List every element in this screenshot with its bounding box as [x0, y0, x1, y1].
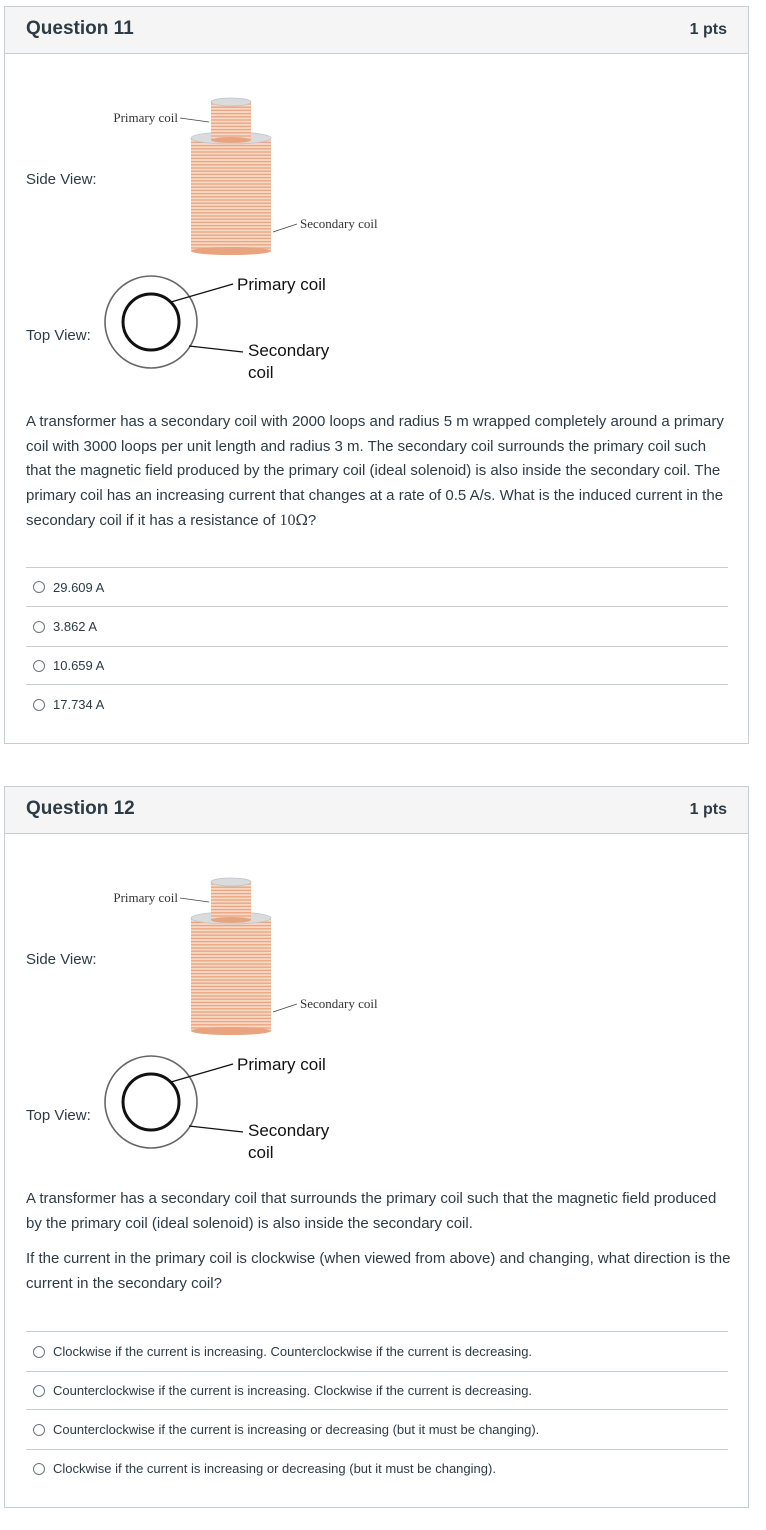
- answer-option[interactable]: [26, 1409, 728, 1449]
- answer-label: 29.609 A: [53, 579, 105, 595]
- top-view-label: Top View:: [26, 1107, 91, 1124]
- question-header: [5, 787, 748, 834]
- side-view-label: Side View:: [26, 951, 97, 968]
- answer-option[interactable]: [26, 646, 728, 684]
- top-primary-label: Primary coil: [237, 275, 326, 294]
- answer-label: Counterclockwise if the current is increasing. Clockwise if the current is decreasing.: [53, 1383, 533, 1398]
- side-view-label: Side View:: [26, 171, 97, 188]
- question-header: [5, 7, 748, 54]
- answer-option[interactable]: [26, 1449, 728, 1487]
- question-text-paragraph-1: A transformer has a secondary coil that surrounds the primary coil such that the magnetic field produced by the primary coil (ideal solenoid) is also inside the secondary coil.: [26, 1190, 717, 1232]
- resistance-unit: Ω: [295, 511, 308, 529]
- primary-coil-body: [211, 882, 251, 920]
- side-primary-label: Primary coil: [113, 110, 178, 125]
- primary-coil-body: [211, 102, 251, 140]
- answer-label: Counterclockwise if the current is increasing or decreasing (but it must be changing).: [53, 1422, 540, 1437]
- answer-option[interactable]: [26, 606, 728, 646]
- answer-option[interactable]: [26, 1331, 728, 1371]
- side-secondary-label: Secondary coil: [300, 216, 378, 231]
- radio-unselected-icon[interactable]: [33, 1385, 45, 1397]
- primary-coil-ring: [123, 294, 179, 350]
- radio-unselected-icon[interactable]: [33, 1346, 45, 1358]
- radio-unselected-icon[interactable]: [33, 699, 45, 711]
- answer-option[interactable]: [26, 684, 728, 724]
- question-card-12: [4, 786, 749, 1508]
- top-secondary-label-2: coil: [248, 1143, 274, 1162]
- question-points: 1 pts: [689, 801, 727, 818]
- question-mark: ?: [307, 512, 317, 529]
- top-primary-label: Primary coil: [237, 1055, 326, 1074]
- primary-coil-top: [211, 98, 251, 106]
- primary-coil-ring: [123, 1074, 179, 1130]
- radio-unselected-icon[interactable]: [33, 1463, 45, 1475]
- question-title: Question 12: [26, 798, 135, 819]
- radio-unselected-icon[interactable]: [33, 581, 45, 593]
- question-text-paragraph-2: If the current in the primary coil is clockwise (when viewed from above) and changing, what direction is the current in the secondary coil?: [26, 1250, 731, 1292]
- answer-list: [26, 567, 728, 724]
- answer-option[interactable]: [26, 567, 728, 606]
- top-secondary-label-1: Secondary: [248, 1121, 330, 1140]
- question-card-11: [4, 6, 749, 744]
- top-view-label: Top View:: [26, 327, 91, 344]
- question-points: 1 pts: [689, 21, 727, 38]
- secondary-coil-body: [191, 918, 271, 1031]
- answer-label: Clockwise if the current is increasing. Counterclockwise if the current is decreasing.: [53, 1344, 533, 1359]
- answer-list: [26, 1331, 728, 1487]
- answer-label: Clockwise if the current is increasing or decreasing (but it must be changing).: [53, 1461, 496, 1476]
- primary-coil-top: [211, 878, 251, 886]
- side-view-figure: [95, 96, 395, 256]
- top-view-figure: [101, 272, 361, 392]
- radio-unselected-icon[interactable]: [33, 660, 45, 672]
- secondary-coil-bottom: [191, 247, 271, 255]
- top-secondary-label-2: coil: [248, 363, 274, 382]
- side-secondary-label: Secondary coil: [300, 996, 378, 1011]
- secondary-coil-bottom: [191, 1027, 271, 1035]
- secondary-coil-body: [191, 138, 271, 251]
- answer-option[interactable]: [26, 1371, 728, 1409]
- radio-unselected-icon[interactable]: [33, 621, 45, 633]
- question-title: Question 11: [26, 18, 134, 39]
- answer-label: 17.734 A: [53, 697, 105, 712]
- side-primary-label: Primary coil: [113, 890, 178, 905]
- question-text: A transformer has a secondary coil with 2000 loops and radius 5 m wrapped completely around a primary coil with 3000 loops per unit length and radius 3 m. The secondary coil surrounds the primary coil such that the magnetic field produced by the primary coil (ideal solenoid) is also inside the secondary coil. The primary coil has an increasing current that changes at a rate of 0.5 A/s. What is the induced current in the secondary coil if it has a resistance of 10Ω?: [26, 413, 724, 529]
- answer-label: 10.659 A: [53, 658, 105, 673]
- answer-label: 3.862 A: [53, 619, 98, 634]
- resistance-value: 10: [279, 512, 296, 529]
- top-view-figure: [101, 1052, 361, 1172]
- side-view-figure: [95, 876, 395, 1036]
- radio-unselected-icon[interactable]: [33, 1424, 45, 1436]
- top-secondary-label-1: Secondary: [248, 341, 330, 360]
